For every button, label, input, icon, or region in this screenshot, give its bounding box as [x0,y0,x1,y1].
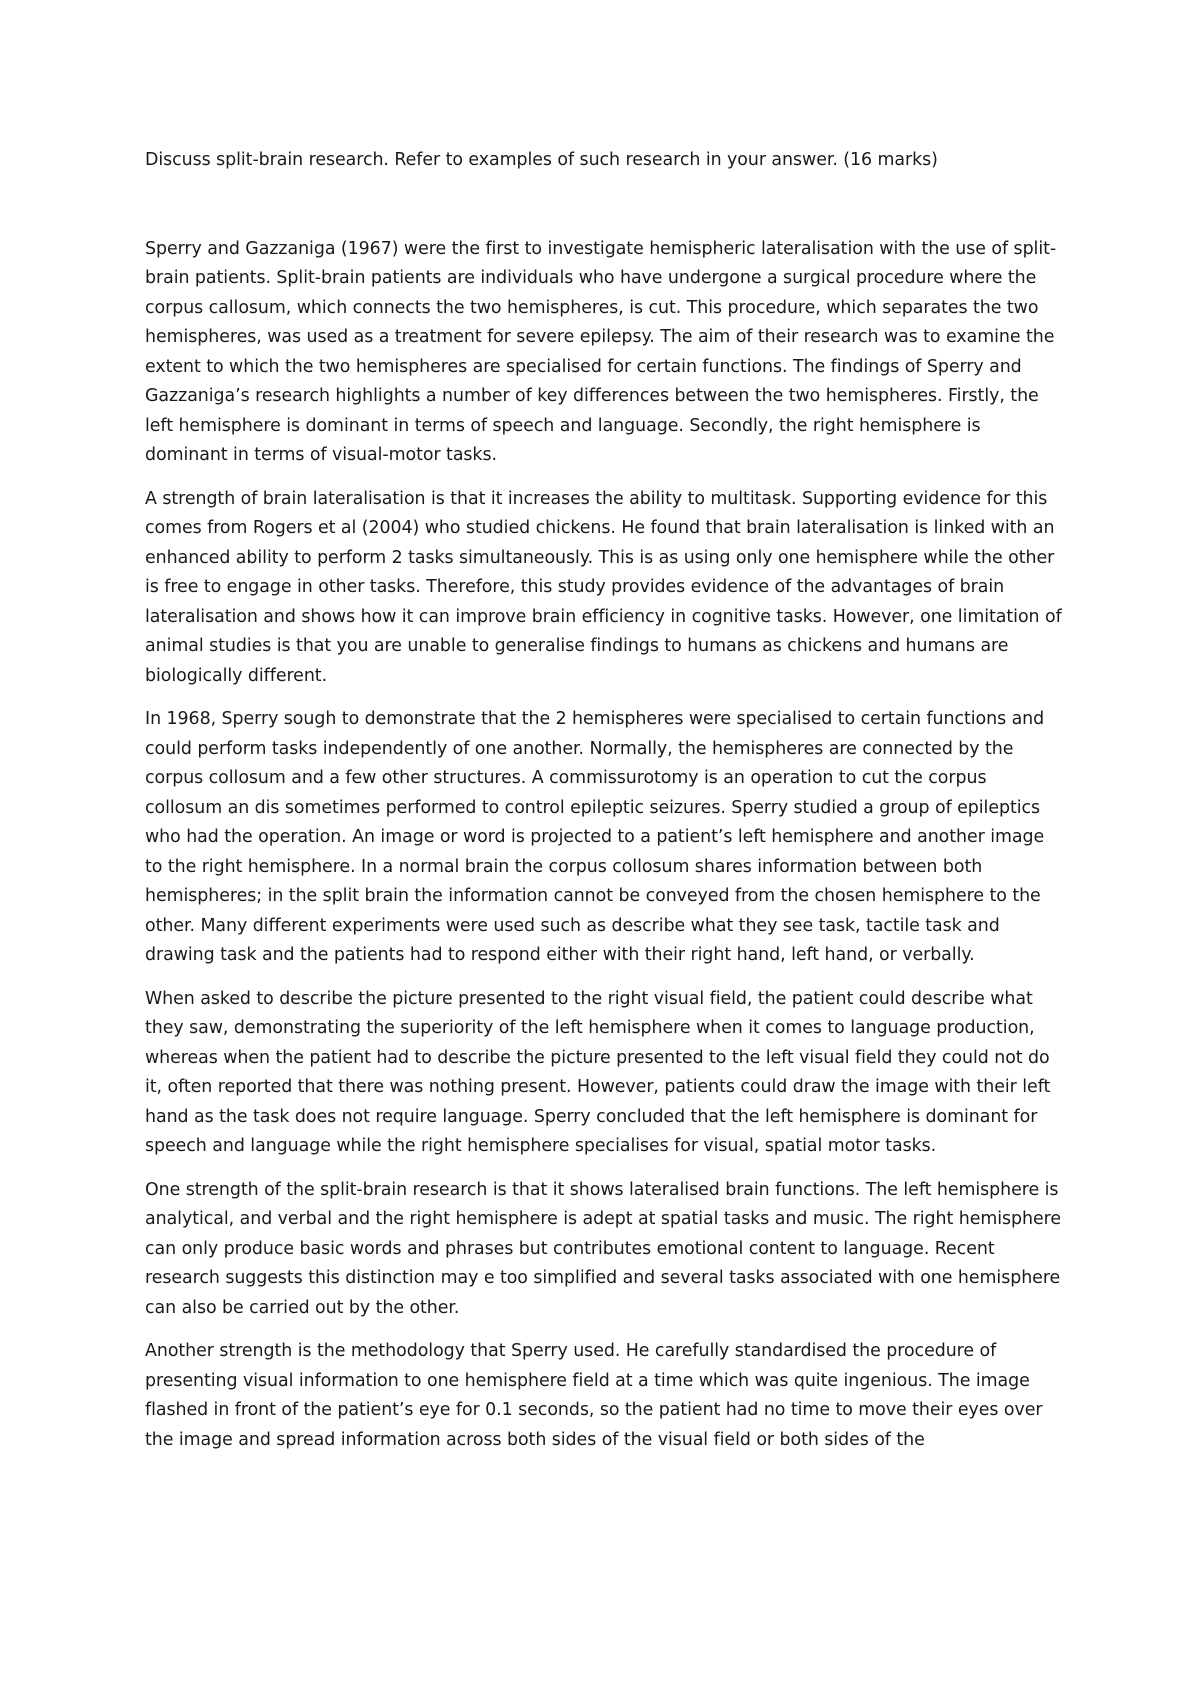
document-body [145,146,1065,1469]
paragraph-lateralisation-strength: A strength of brain lateralisation is that it increases the ability to multitask. Supporting evidence for this comes from Rogers et al (2004) who studied chickens. He found that brain lateralisation is linked with an enhanced ability to perform 2 tasks simultaneously. This is as using only one hemisphere while the other is free to engage in other tasks. Therefore, this study provides evidence of the advantages of brain lateralisation and shows how it can improve brain efficiency in cognitive tasks. However, one limitation of animal studies is that you are unable to generalise findings to humans as chickens and humans are biologically different. [145,488,1062,686]
paragraph-sperry-1968: In 1968, Sperry sough to demonstrate that the 2 hemispheres were specialised to certain functions and could perform tasks independently of one another. Normally, the hemispheres are connected by the corpus collosum and a few other structures. A commissurotomy is an operation to cut the corpus collosum an dis sometimes performed to control epileptic seizures. Sperry studied a group of epileptics who had the operation. An image or word is projected to a patient’s left hemisphere and another image to the right hemisphere. In a normal brain the corpus collosum shares information between both hemispheres; in the split brain the information cannot be conveyed from the chosen hemisphere to the other. Many different experiments were used such as describe what they see task, tactile task and drawing task and the patients had to respond either with their right hand, left hand, or verbally. [145,709,1045,965]
paragraph-sperry-gazzaniga: Sperry and Gazzaniga (1967) were the first to investigate hemispheric lateralisation with the use of split-brain patients. Split-brain patients are individuals who have undergone a surgical procedure where the corpus callosum, which connects the two hemispheres, is cut. This procedure, which separates the two hemispheres, was used as a treatment for severe epilepsy. The aim of their research was to examine the extent to which the two hemispheres are specialised for certain functions. The findings of Sperry and Gazzaniga’s research highlights a number of key differences between the two hemispheres. Firstly, the left hemisphere is dominant in terms of speech and language. Secondly, the right hemisphere is dominant in terms of visual-motor tasks. [145,238,1057,465]
essay-question: Discuss split-brain research. Refer to examples of such research in your answer. (16 marks) [145,150,938,170]
paragraph-visual-field-findings: When asked to describe the picture presented to the right visual field, the patient could describe what they saw, demonstrating the superiority of the left hemisphere when it comes to language production, whereas when the patient had to describe the picture presented to the left visual field they could not do it, often reported that there was nothing present. However, patients could draw the image with their left hand as the task does not require language. Sperry concluded that the left hemisphere is dominant for speech and language while the right hemisphere specialises for visual, spatial motor tasks. [145,988,1051,1156]
paragraph-methodology-strength: Another strength is the methodology that Sperry used. He carefully standardised the procedure of presenting visual information to one hemisphere field at a time which was quite ingenious. The image flashed in front of the patient’s eye for 0.1 seconds, so the patient had no time to move their eyes over the image and spread information across both sides of the visual field or both sides of the [145,1341,1043,1450]
paragraph-split-brain-strength: One strength of the split-brain research is that it shows lateralised brain functions. The left hemisphere is analytical, and verbal and the right hemisphere is adept at spatial tasks and music. The right hemisphere can only produce basic words and phrases but contributes emotional content to language. Recent research suggests this distinction may e too simplified and several tasks associated with one hemisphere can also be carried out by the other. [145,1179,1062,1318]
